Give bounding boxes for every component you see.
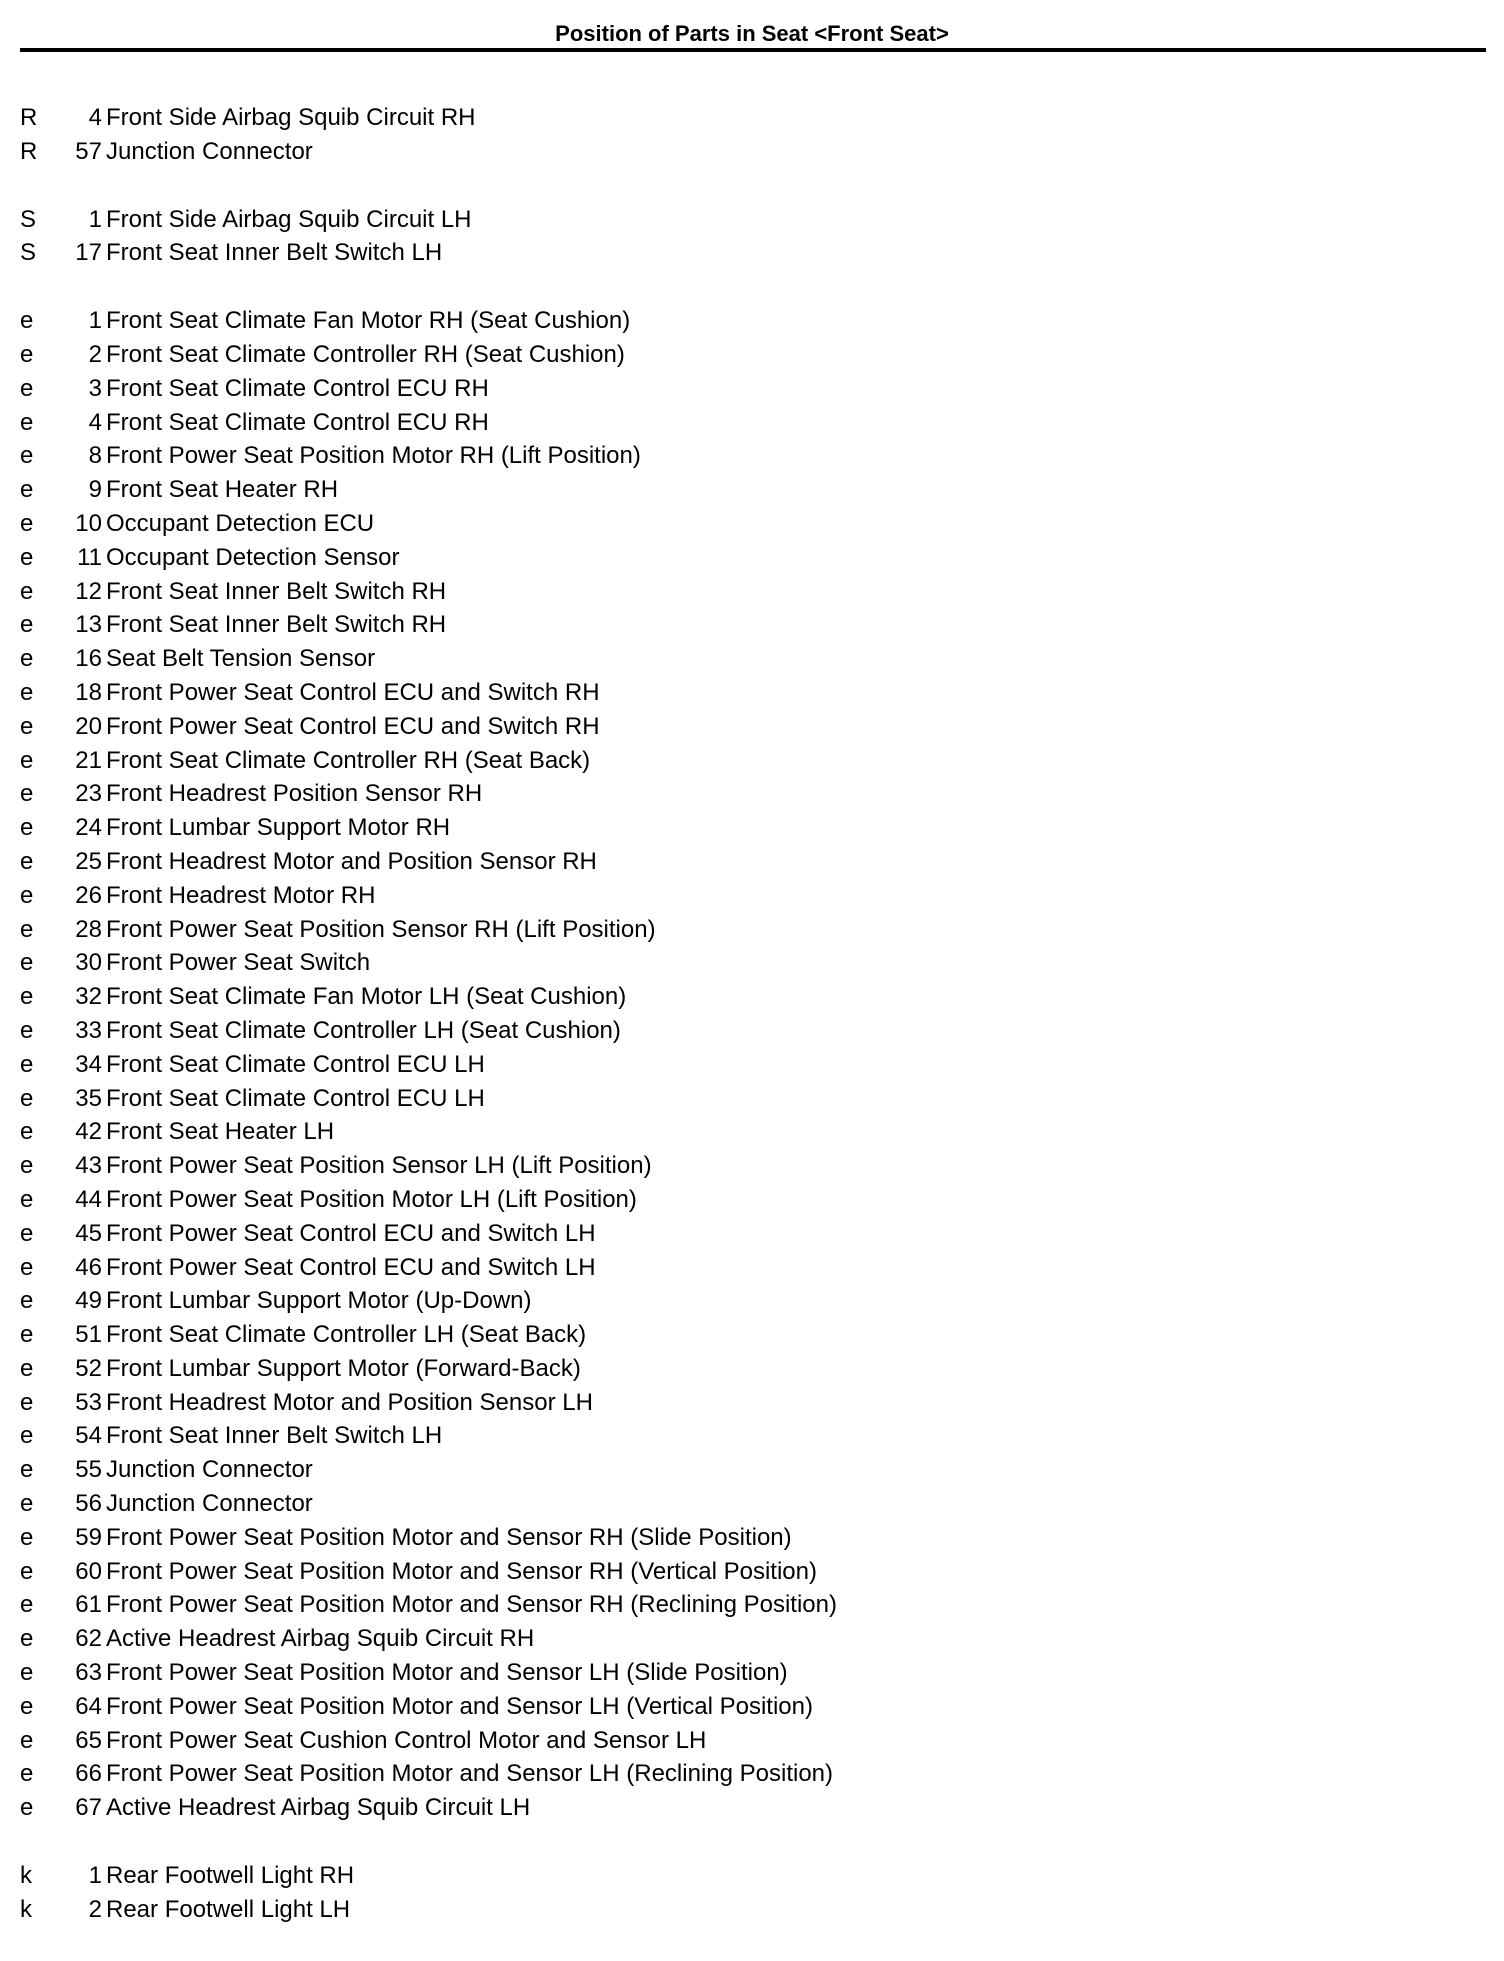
connector-number: 8 bbox=[88, 442, 102, 470]
connector-number: 33 bbox=[75, 1016, 102, 1044]
part-description: Front Lumbar Support Motor RH bbox=[106, 814, 451, 842]
part-description: Front Power Seat Control ECU and Switch RH bbox=[106, 678, 600, 706]
part-row bbox=[20, 946, 1480, 980]
part-description: Front Power Seat Control ECU and Switch RH bbox=[106, 712, 600, 740]
connector-number: 2 bbox=[88, 1895, 102, 1923]
part-description: Front Seat Climate Control ECU LH bbox=[106, 1050, 485, 1078]
connector-number: 25 bbox=[75, 847, 102, 875]
connector-group-k bbox=[20, 1859, 1480, 1927]
connector-number: 63 bbox=[75, 1659, 102, 1687]
connector-code: e bbox=[20, 374, 34, 402]
part-description: Front Headrest Motor and Position Sensor LH bbox=[106, 1388, 593, 1416]
connector-code: e bbox=[20, 1185, 34, 1213]
connector-number: 61 bbox=[75, 1591, 102, 1619]
part-row bbox=[20, 101, 1480, 135]
part-description: Front Power Seat Position Motor and Sensor LH (Vertical Position) bbox=[106, 1692, 813, 1720]
part-description: Rear Footwell Light RH bbox=[106, 1862, 355, 1890]
connector-code: e bbox=[20, 1490, 34, 1518]
connector-number: 65 bbox=[75, 1726, 102, 1754]
connector-number: 51 bbox=[75, 1321, 102, 1349]
part-row bbox=[20, 980, 1480, 1014]
title-divider bbox=[20, 48, 1486, 52]
connector-code: k bbox=[20, 1862, 32, 1890]
connector-code: e bbox=[20, 1388, 34, 1416]
part-description: Front Seat Inner Belt Switch LH bbox=[106, 1422, 443, 1450]
part-description: Front Power Seat Position Motor RH (Lift Position) bbox=[106, 442, 641, 470]
connector-code: e bbox=[20, 814, 34, 842]
part-description: Front Seat Inner Belt Switch RH bbox=[106, 577, 447, 605]
connector-number: 11 bbox=[77, 543, 102, 571]
part-description: Front Lumbar Support Motor (Forward-Back) bbox=[106, 1354, 581, 1382]
connector-number: 26 bbox=[75, 881, 102, 909]
part-row bbox=[20, 338, 1480, 372]
part-description: Front Power Seat Position Motor and Sensor LH (Reclining Position) bbox=[106, 1760, 834, 1788]
part-description: Rear Footwell Light LH bbox=[106, 1895, 351, 1923]
connector-number: 18 bbox=[75, 678, 102, 706]
connector-code: S bbox=[20, 205, 37, 233]
part-row bbox=[20, 1690, 1480, 1724]
part-row bbox=[20, 1622, 1480, 1656]
part-description: Front Power Seat Position Motor and Sensor RH (Slide Position) bbox=[106, 1523, 792, 1551]
connector-code: e bbox=[20, 1422, 34, 1450]
part-description: Front Power Seat Control ECU and Switch LH bbox=[106, 1253, 596, 1281]
connector-code: e bbox=[20, 509, 34, 537]
connector-code: e bbox=[20, 1591, 34, 1619]
connector-number: 66 bbox=[75, 1760, 102, 1788]
part-row bbox=[20, 135, 1480, 169]
part-description: Front Seat Climate Control ECU RH bbox=[106, 408, 489, 436]
part-description: Occupant Detection Sensor bbox=[106, 543, 400, 571]
connector-number: 16 bbox=[75, 645, 102, 673]
part-row bbox=[20, 1588, 1480, 1622]
part-description: Front Seat Climate Fan Motor LH (Seat Cushion) bbox=[106, 983, 627, 1011]
part-row bbox=[20, 304, 1480, 338]
part-description: Front Seat Climate Controller LH (Seat Back) bbox=[106, 1321, 587, 1349]
part-description: Front Power Seat Switch bbox=[106, 949, 371, 977]
part-row bbox=[20, 710, 1480, 744]
connector-code: e bbox=[20, 611, 34, 639]
part-row bbox=[20, 1048, 1480, 1082]
connector-number: 21 bbox=[75, 746, 102, 774]
part-row bbox=[20, 1521, 1480, 1555]
connector-number: 9 bbox=[88, 476, 102, 504]
connector-number: 35 bbox=[75, 1084, 102, 1112]
part-row bbox=[20, 372, 1480, 406]
connector-code: e bbox=[20, 780, 34, 808]
part-row bbox=[20, 811, 1480, 845]
part-row bbox=[20, 744, 1480, 778]
connector-code: R bbox=[20, 137, 38, 165]
connector-number: 55 bbox=[75, 1456, 102, 1484]
part-description: Occupant Detection ECU bbox=[106, 509, 375, 537]
connector-code: e bbox=[20, 307, 34, 335]
connector-number: 2 bbox=[88, 340, 102, 368]
connector-number: 57 bbox=[75, 137, 102, 165]
part-row bbox=[20, 439, 1480, 473]
connector-number: 20 bbox=[75, 712, 102, 740]
connector-code: e bbox=[20, 712, 34, 740]
part-row bbox=[20, 1014, 1480, 1048]
part-row bbox=[20, 203, 1480, 237]
connector-code: k bbox=[20, 1895, 32, 1923]
connector-number: 1 bbox=[88, 1862, 102, 1890]
connector-code: e bbox=[20, 1118, 34, 1146]
connector-code: e bbox=[20, 678, 34, 706]
part-description: Active Headrest Airbag Squib Circuit RH bbox=[106, 1625, 535, 1653]
connector-number: 24 bbox=[75, 814, 102, 842]
part-row bbox=[20, 1724, 1480, 1758]
part-description: Front Seat Heater LH bbox=[106, 1118, 335, 1146]
part-row bbox=[20, 845, 1480, 879]
connector-code: e bbox=[20, 746, 34, 774]
connector-number: 46 bbox=[75, 1253, 102, 1281]
connector-number: 59 bbox=[75, 1523, 102, 1551]
part-row bbox=[20, 1453, 1480, 1487]
part-row bbox=[20, 1487, 1480, 1521]
part-row bbox=[20, 1893, 1480, 1927]
part-row bbox=[20, 608, 1480, 642]
part-description: Front Power Seat Position Motor LH (Lift Position) bbox=[106, 1185, 637, 1213]
part-description: Front Seat Climate Control ECU RH bbox=[106, 374, 489, 402]
connector-number: 64 bbox=[75, 1692, 102, 1720]
part-row bbox=[20, 1859, 1480, 1893]
part-description: Front Power Seat Control ECU and Switch LH bbox=[106, 1219, 596, 1247]
part-description: Front Headrest Motor and Position Sensor RH bbox=[106, 847, 597, 875]
connector-code: e bbox=[20, 1016, 34, 1044]
connector-number: 53 bbox=[75, 1388, 102, 1416]
connector-number: 12 bbox=[75, 577, 102, 605]
connector-code: e bbox=[20, 543, 34, 571]
part-row bbox=[20, 1318, 1480, 1352]
part-row bbox=[20, 1352, 1480, 1386]
connector-group-e bbox=[20, 304, 1480, 1825]
part-row bbox=[20, 1791, 1480, 1825]
part-description: Front Seat Inner Belt Switch LH bbox=[106, 239, 443, 267]
connector-number: 34 bbox=[75, 1050, 102, 1078]
connector-code: e bbox=[20, 645, 34, 673]
connector-code: e bbox=[20, 1692, 34, 1720]
connector-number: 45 bbox=[75, 1219, 102, 1247]
connector-code: e bbox=[20, 1050, 34, 1078]
connector-number: 56 bbox=[75, 1490, 102, 1518]
connector-code: e bbox=[20, 1456, 34, 1484]
part-description: Front Headrest Motor RH bbox=[106, 881, 376, 909]
connector-number: 62 bbox=[75, 1625, 102, 1653]
connector-code: e bbox=[20, 1794, 34, 1822]
part-row bbox=[20, 1757, 1480, 1791]
part-row bbox=[20, 913, 1480, 947]
connector-group-S bbox=[20, 203, 1480, 271]
connector-number: 32 bbox=[75, 983, 102, 1011]
connector-code: e bbox=[20, 1321, 34, 1349]
part-description: Front Power Seat Position Motor and Sensor RH (Reclining Position) bbox=[106, 1591, 837, 1619]
connector-number: 17 bbox=[75, 239, 102, 267]
connector-number: 4 bbox=[88, 408, 102, 436]
part-description: Front Power Seat Position Motor and Sensor RH (Vertical Position) bbox=[106, 1557, 817, 1585]
part-description: Front Seat Climate Controller LH (Seat Cushion) bbox=[106, 1016, 621, 1044]
connector-code: e bbox=[20, 847, 34, 875]
part-description: Front Seat Climate Controller RH (Seat Back) bbox=[106, 746, 591, 774]
connector-number: 23 bbox=[75, 780, 102, 808]
connector-number: 60 bbox=[75, 1557, 102, 1585]
connector-code: R bbox=[20, 104, 38, 131]
connector-number: 54 bbox=[75, 1422, 102, 1450]
part-description: Front Seat Inner Belt Switch RH bbox=[106, 611, 447, 639]
page-title: Position of Parts in Seat <Front Seat> bbox=[555, 21, 949, 46]
part-description: Front Headrest Position Sensor RH bbox=[106, 780, 483, 808]
connector-code: e bbox=[20, 949, 34, 977]
connector-code: e bbox=[20, 1219, 34, 1247]
connector-code: e bbox=[20, 1354, 34, 1382]
connector-code: e bbox=[20, 1152, 34, 1180]
part-description: Front Seat Climate Controller RH (Seat Cushion) bbox=[106, 340, 625, 368]
connector-code: e bbox=[20, 476, 34, 504]
connector-number: 44 bbox=[75, 1185, 102, 1213]
connector-code: e bbox=[20, 1523, 34, 1551]
part-row bbox=[20, 541, 1480, 575]
connector-number: 28 bbox=[75, 915, 102, 943]
connector-code: e bbox=[20, 881, 34, 909]
connector-number: 1 bbox=[88, 205, 102, 233]
connector-number: 30 bbox=[75, 949, 102, 977]
part-row bbox=[20, 1386, 1480, 1420]
part-row bbox=[20, 406, 1480, 440]
connector-code: e bbox=[20, 1760, 34, 1788]
part-description: Junction Connector bbox=[106, 137, 313, 165]
connector-code: e bbox=[20, 983, 34, 1011]
part-row bbox=[20, 676, 1480, 710]
part-description: Front Seat Heater RH bbox=[106, 476, 339, 504]
part-row bbox=[20, 1555, 1480, 1589]
part-row bbox=[20, 1149, 1480, 1183]
connector-code: e bbox=[20, 1287, 34, 1315]
connector-code: e bbox=[20, 1253, 34, 1281]
part-description: Junction Connector bbox=[106, 1456, 313, 1484]
connector-code: e bbox=[20, 340, 34, 368]
part-row bbox=[20, 642, 1480, 676]
part-description: Active Headrest Airbag Squib Circuit LH bbox=[106, 1794, 531, 1822]
connector-code: e bbox=[20, 577, 34, 605]
part-row bbox=[20, 473, 1480, 507]
part-row bbox=[20, 1656, 1480, 1690]
connector-group-R bbox=[20, 101, 1480, 169]
connector-code: e bbox=[20, 1084, 34, 1112]
connector-number: 49 bbox=[75, 1287, 102, 1315]
part-description: Front Power Seat Position Motor and Sensor LH (Slide Position) bbox=[106, 1659, 788, 1687]
connector-number: 3 bbox=[88, 374, 102, 402]
connector-code: e bbox=[20, 408, 34, 436]
part-description: Front Side Airbag Squib Circuit RH bbox=[106, 104, 476, 131]
part-row bbox=[20, 1217, 1480, 1251]
connector-number: 43 bbox=[75, 1152, 102, 1180]
part-description: Front Power Seat Position Sensor LH (Lift Position) bbox=[106, 1152, 652, 1180]
part-description: Front Lumbar Support Motor (Up-Down) bbox=[106, 1287, 532, 1315]
connector-number: 52 bbox=[75, 1354, 102, 1382]
connector-code: S bbox=[20, 239, 37, 267]
connector-code: e bbox=[20, 1659, 34, 1687]
part-description: Front Seat Climate Control ECU LH bbox=[106, 1084, 485, 1112]
connector-code: e bbox=[20, 1726, 34, 1754]
part-row bbox=[20, 777, 1480, 811]
connector-number: 13 bbox=[75, 611, 102, 639]
connector-code: e bbox=[20, 915, 34, 943]
part-row bbox=[20, 1251, 1480, 1285]
part-description: Junction Connector bbox=[106, 1490, 313, 1518]
connector-code: e bbox=[20, 442, 34, 470]
part-description: Front Power Seat Cushion Control Motor and Sensor LH bbox=[106, 1726, 707, 1754]
connector-number: 1 bbox=[88, 307, 102, 335]
connector-number: 67 bbox=[75, 1794, 102, 1822]
part-row bbox=[20, 575, 1480, 609]
part-row bbox=[20, 1115, 1480, 1149]
part-row bbox=[20, 236, 1480, 270]
connector-number: 4 bbox=[88, 104, 102, 131]
part-row bbox=[20, 1284, 1480, 1318]
part-description: Seat Belt Tension Sensor bbox=[106, 645, 376, 673]
connector-number: 42 bbox=[75, 1118, 102, 1146]
part-description: Front Seat Climate Fan Motor RH (Seat Cushion) bbox=[106, 307, 631, 335]
part-row bbox=[20, 1419, 1480, 1453]
part-description: Front Side Airbag Squib Circuit LH bbox=[106, 205, 472, 233]
part-row bbox=[20, 879, 1480, 913]
connector-number: 10 bbox=[75, 509, 102, 537]
part-row bbox=[20, 1082, 1480, 1116]
connector-code: e bbox=[20, 1625, 34, 1653]
part-description: Front Power Seat Position Sensor RH (Lift Position) bbox=[106, 915, 656, 943]
part-row bbox=[20, 1183, 1480, 1217]
part-row bbox=[20, 507, 1480, 541]
connector-code: e bbox=[20, 1557, 34, 1585]
parts-list bbox=[20, 101, 1480, 1961]
